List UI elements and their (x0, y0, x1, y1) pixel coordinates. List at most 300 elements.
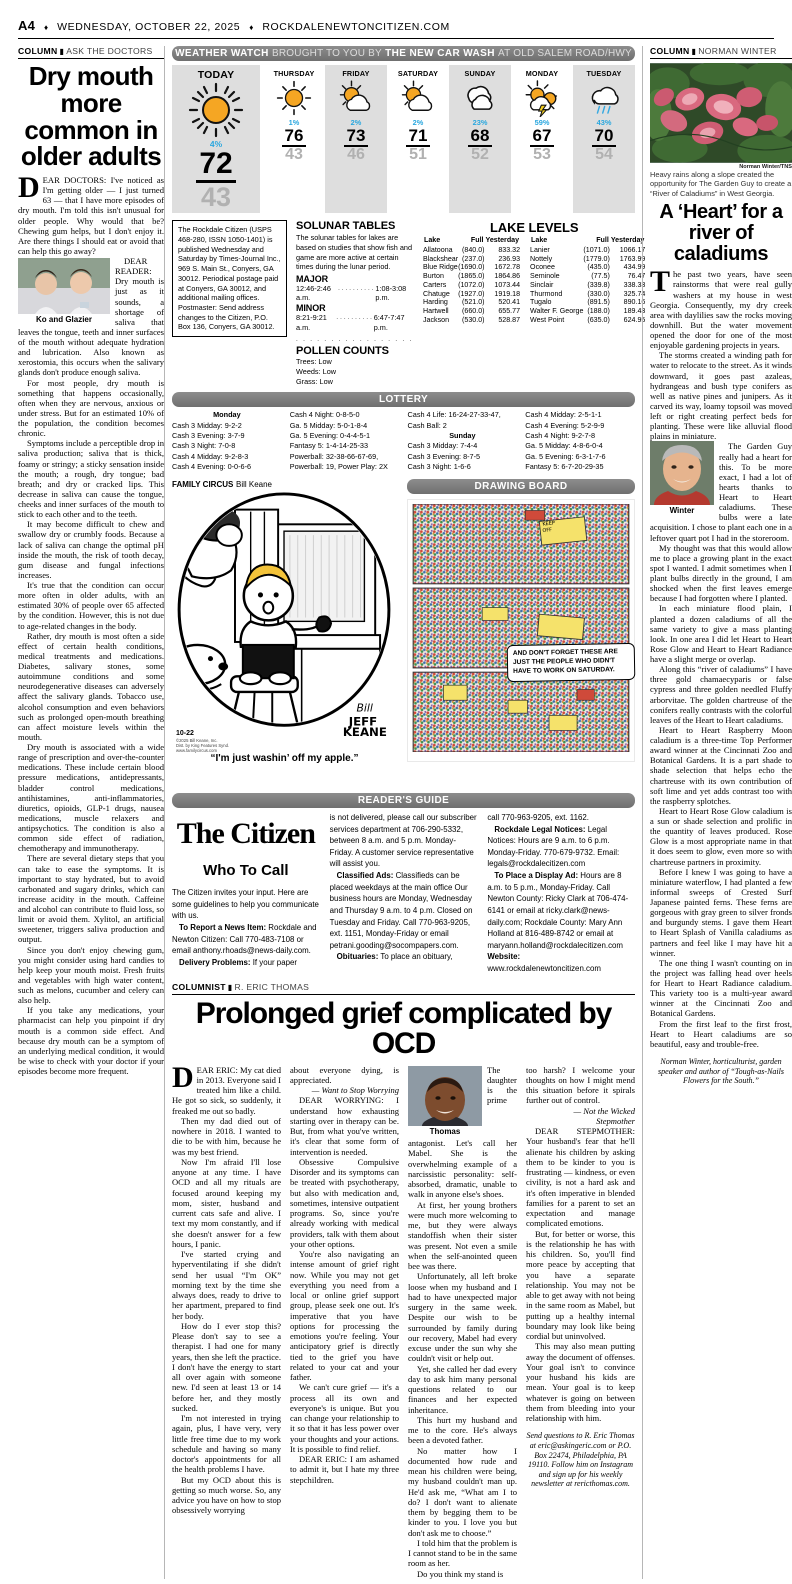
solunar-intro: The solunar tables for lakes are based on studies that show fish and game are more active at certain times during the lunar period. (296, 233, 413, 272)
column-center (164, 46, 646, 1579)
headline-dry-mouth: Dry mouth more common in older adults (20, 61, 162, 172)
weather-day-name: SATURDAY (397, 69, 439, 78)
lottery-row: Cash 3 Night: 1-6-6 (407, 462, 471, 472)
lake-name: Lanier (530, 245, 550, 254)
rg-text: Legal Notices: Hours are 9 a.m. to 6 p.m. Monday-Friday. 770-679-9732. Email: legals@rockdalecitizen.com (487, 824, 620, 869)
lottery-column-2 (290, 410, 400, 472)
lake-name: Chatuge (423, 289, 450, 298)
weather-day-saturday (387, 65, 449, 213)
lottery-row: Cash 4 Evening: 5-2-9-9 (525, 420, 605, 430)
lake-full: (530.0) (462, 315, 485, 324)
kicker-columnist: COLUMNIST ▮ R. ERIC THOMAS (172, 982, 635, 995)
article-paragraph: The one thing I wasn't counting on in the project was falling head over heels for Heart to Heart Radiance caladium. This variety too is a multi-year award winner at the Cincinnati Zoo and Botanical Gardens. (650, 957, 792, 1019)
lottery-row: Powerball: 32-38-66-67-69, (289, 451, 379, 461)
lake-levels-title: LAKE LEVELS (489, 220, 579, 236)
lake-yesterday: 76.47 (627, 272, 646, 281)
weather-pop: 43% (596, 118, 612, 127)
lottery-day-label: Monday (213, 410, 241, 420)
lottery-row: Fantasy 5: 1-4-14-25-33 (289, 441, 369, 451)
lottery-row: Cash 4 Midday: 9-2-8-3 (172, 451, 249, 461)
lake-yesterday: 434.99 (623, 263, 646, 272)
lake-full: (1865.0) (458, 272, 485, 281)
article-paragraph: My thought was that this would allow me to place a growing plant in the exact spot I wanted. I admit sometimes when I plant bulbs directly in the ground, I am shocked when the first leaves emerge because I had forgotten where I planted. (650, 542, 792, 604)
lake-name: Seminole (530, 272, 560, 281)
lake-levels-tables (423, 235, 645, 324)
lake-name: Jackson (423, 315, 450, 324)
table-row (423, 272, 520, 281)
rg-text: To place an obituary, (378, 952, 453, 962)
lake-full: (840.0) (462, 245, 485, 254)
lottery-row: Cash 4 Night: 9-2-7-8 (525, 430, 596, 440)
weather-day-name: MONDAY (525, 69, 559, 78)
lake-name: Tugalo (530, 298, 552, 307)
ocd-paragraph: Obsessive Compulsive Disorder and its symptoms can be treated with psychotherapy, but also with medication and, sometimes, intensive outpatient programs. So, since you're already working with medical providers, talk with them about your other options. (290, 1156, 399, 1249)
kicker-name: ASK THE DOCTORS (66, 46, 153, 56)
weather-pop: 23% (472, 118, 488, 127)
svg-text:KEANE: KEANE (342, 725, 387, 740)
lake-name: Harding (423, 298, 448, 307)
lake-yesterday: 520.41 (498, 298, 521, 307)
sun-icon (172, 81, 260, 139)
weather-banner-brand: THE NEW CAR WASH (385, 48, 495, 59)
rain-icon (573, 78, 635, 118)
publication-legal-text: The Rockdale Citizen (USPS 468-280, ISSN 1050-1401) is published Wednesday and Saturday by Times-Journal Inc., 969 S. Main St., Conyers, GA 30012. Periodical postage paid at Conyers, GA 30012, and additional mailing offices. Postmaster: Send address changes to the Citizen, P.O. Box 136, Conyers, GA 30012. (172, 220, 287, 337)
article-paragraph: Symptoms include a perceptible drop in saliva production; saliva that is thick, foamy or stringy; a sticky sensation inside the mouth; a rough, dry tongue; bad breath; and dry or cracked lips. This decrease in saliva can cause the tongue, cheeks and inner surfaces of the mouth to stick to each other and to the teeth. (18, 438, 164, 520)
weather-banner (172, 46, 635, 61)
table-row (530, 289, 645, 298)
lottery-row: Fantasy 5: 6-7-20-29-35 (525, 462, 604, 472)
sun-icon (263, 78, 325, 118)
lake-col-full: Full (596, 236, 609, 245)
table-row (530, 272, 645, 281)
lottery-column-3 (408, 410, 518, 472)
lake-full: (1927.0) (458, 289, 485, 298)
lake-yesterday: 890.16 (623, 298, 646, 307)
headline-prolonged-grief: Prolonged grief complicated by OCD (195, 996, 612, 1060)
table-row (530, 263, 645, 272)
drawing-board-speech-bubble (507, 644, 635, 681)
lake-yesterday: 1073.44 (494, 280, 521, 289)
caladium-photo-caption: Heavy rains along a slope created the opportunity for The Garden Guy to create a “River of Caladiums” in West Georgia. (650, 170, 792, 198)
weather-high: 72 (196, 149, 235, 183)
article-paragraph: Heart to Heart Raspberry Moon caladium is a three-time Top Performer award winner at the Cincinnati Zoo and Botanical Gardens. It is a part shade to shade selection that helps echo the chartreuse with its own contribution of soft lime and yet adds contrast too with the raspberry splotches. (650, 724, 792, 806)
publication-date: WEDNESDAY, OCTOBER 22, 2025 (57, 21, 241, 33)
lake-name: Allatoona (423, 245, 453, 254)
ocd-paragraph: No matter how I documented how rude and mean his children were being, my husband couldn't man up. He'd ask me, “What am I to do? I don't want to alienate them by begging them to be kinder to you. I love you but don't ask me to choose.” (408, 1445, 517, 1538)
comics-row (172, 479, 635, 789)
ocd-paragraph: But, for better or worse, this is the relationship he has with his children. So, you'll find more peace by accepting that you have a separate relationship. You may not be able to get away with not being in the same room as Mabel, but putting up a healthy internal boundary may look like being cordial but uninvolved. (526, 1228, 635, 1342)
lake-yesterday: 624.95 (623, 315, 646, 324)
family-circus-header (172, 479, 397, 490)
svg-text:OFF: OFF (542, 527, 553, 535)
family-circus-copyright: ©2025 Bill Keane, Inc. Dist. by King Features Synd. www.familycircus.com (176, 737, 230, 754)
table-row (530, 254, 645, 263)
rg-text: Classifieds can be placed weekdays at the main office Our business hours are Monday, Wednesday and Thursday 9 a.m. to 4 p.m. Closed on Tuesday and Friday. Call 770-963-9205, ext. 1151, Monday-Friday or email petrani.gooding@socompapers.com. (329, 871, 473, 950)
lottery-row: Cash 4 Life: 16-24-27-33-47, (407, 410, 501, 420)
ocd-paragraph: about everyone dying, is appreciated. (290, 1064, 399, 1085)
ocd-paragraph: This may also mean putting away the document of offenses. Your goal isn't to convince your husband his kids are mean. Your goal is to keep whatever is going on between them from bleeding into your relationship with him. (526, 1341, 635, 1424)
table-row (530, 280, 645, 289)
weather-day-friday (325, 65, 387, 213)
weather-banner-lead: WEATHER WATCH (175, 48, 269, 59)
thomas-photo-art (408, 1066, 482, 1126)
ocd-paragraph: But my OCD about this is getting so much worse. So, any advice you have on how to stop obsessively worrying (172, 1474, 281, 1516)
lake-name: Sinclair (530, 280, 554, 289)
weather-banner-tail: AT OLD SALEM ROAD/HWY (498, 48, 632, 59)
lake-full: (77.5) (591, 272, 610, 281)
table-row (423, 289, 520, 298)
lottery-row: Cash Ball: 2 (407, 420, 447, 430)
drawing-board-caption: AND DON'T FORGET THESE ARE JUST THE PEOPLE WHO DIDN'T HAVE TO WORK ON SATURDAY. (507, 643, 635, 682)
page-folio: A4 (18, 18, 36, 33)
ocd-col-4 (526, 1065, 635, 1579)
ocd-paragraph: I told him that the problem is I cannot stand to be in the same room as her. (408, 1537, 517, 1569)
dotted-divider: . . . . . . . . . . . . . . . . . (296, 335, 414, 344)
ocd-paragraph: I've started crying and hyperventilating if she didn't send her usual “I'm OK” morning text by the time she always does, ready to drive to her apartment, prepared to find her body. (172, 1249, 281, 1321)
lake-full: (1071.0) (583, 245, 610, 254)
weather-day-name: TODAY (197, 69, 235, 81)
lake-yesterday: 1672.78 (494, 263, 521, 272)
lake-full: (891.5) (587, 298, 610, 307)
lottery-column-1 (172, 410, 282, 472)
rg-lead: Rockdale Legal Notices: (494, 824, 586, 834)
readers-guide-banner (172, 793, 635, 808)
article-paragraph: If you take any medications, your pharmacist can help you pinpoint if dry mouth is a common side effect. And because dry mouth can be a symptom of an underlying medical condition, it would be wise to check with your doctor if your episodes become more frequent. (18, 1005, 164, 1077)
lottery-row: Ga. 5 Midday: 4-8-6-0-4 (525, 441, 603, 451)
solunar-minor-2: 6:47-7:47 p.m. (373, 313, 405, 332)
kicker-ask-the-doctors: COLUMN ▮ ASK THE DOCTORS (18, 46, 164, 59)
article-paragraph: Rather, dry mouth is most often a side effect of certain health conditions, medical treatments and medications. Diabetes, salivary stones, some autoimmune conditions and some neurodegenerative diseases can adversely affect the salivary glands. Tobacco use, alcohol consumption and even behaviors such as prolonged open-mouth breathing can affect moisture levels within the mouth. (18, 630, 164, 742)
ocd-signoff-stepmother: — Not the Wicked Stepmother (573, 1105, 635, 1126)
weather-high: 73 (344, 127, 369, 147)
table-row (423, 245, 520, 254)
kicker-label: COLUMNIST (172, 981, 226, 992)
lake-full: (330.0) (587, 289, 610, 298)
drawing-board-block (407, 479, 635, 789)
rg-lead: Classified Ads: (336, 871, 394, 881)
solunar-major-2: 1:08-3:08 p.m. (375, 283, 407, 303)
weather-low: 43 (285, 146, 303, 163)
kicker-label: COLUMN (18, 46, 58, 56)
weather-low: 51 (409, 146, 427, 163)
readers-guide-col-1 (172, 812, 320, 975)
weather-high: 67 (530, 127, 555, 147)
rg-lead: To Place a Display Ad: (494, 871, 579, 881)
weather-low: 53 (533, 146, 551, 163)
rg-text: Hours are 8 a.m. to 5 p.m., Monday-Friday. Call Newton County: Ricky Clark at 706-474-6141 or email at ricky.clark@news-daily.com; Rockdale County: Mary Ann Holland at 816-489-8742 or email at maryann.holland@rockdalecitizen.com (487, 871, 629, 950)
solunar-major-1: 12:46-2:46 a.m. (296, 283, 331, 303)
kicker-name: R. ERIC THOMAS (234, 981, 310, 992)
weather-low: 46 (347, 146, 365, 163)
diamond-icon-2: ♦ (249, 23, 254, 32)
legal-notice-block (172, 220, 287, 386)
weather-forecast-days (263, 65, 635, 213)
rg-paragraph: The Citizen invites your input. Here are some guidelines to help you communicate with us. (172, 888, 319, 921)
lake-name: Carters (423, 280, 447, 289)
table-row (530, 316, 645, 325)
ocd-article-columns (172, 1060, 635, 1579)
winter-mug-caption: Winter (669, 506, 695, 516)
pollen-title: POLLEN COUNTS (296, 345, 389, 358)
lottery-row: Cash 4 Midday: 2-5-1-1 (525, 410, 602, 420)
solunar-major-times (296, 284, 414, 303)
lake-full: (635.0) (587, 315, 610, 324)
family-circus-panel (172, 490, 397, 753)
rg-text: Rockdale and Newton Citizen: Call 770-483-7108 or email anthony.rhoads@news-daily.com. (172, 923, 317, 956)
rg-lead: Website: (487, 952, 521, 962)
lake-rows-right (530, 245, 645, 324)
table-row (530, 245, 645, 254)
ocd-col-1 (172, 1060, 281, 1579)
drawing-board-label: DRAWING BOARD (474, 481, 568, 493)
lake-yesterday: 833.32 (498, 245, 521, 254)
ocd-paragraph: We can't cure grief — it's a process all its own and everyone's is unique. But you can change your relationship to it so that it has less power over your thoughts and your actions. It is possible to find relief. (290, 1382, 399, 1454)
lake-col-full: Full (470, 236, 484, 245)
ocd-col-3 (408, 1065, 517, 1579)
article-paragraph: Along this “river of caladiums” I have three gold chamaecyparis or false cypress and three golden needled Fluffy arborvitae. The golden chartreuse of the conifers really contrasts with the colorful leaves of the Heart to Heart caladiums. (650, 664, 792, 725)
weather-day-sunday (449, 65, 511, 213)
article-paragraph: For most people, dry mouth is something that happens occasionally, often when they are nervous, anxious or under stress. But for an estimated 10% of the population, the condition becomes chronic. (18, 377, 164, 439)
who-to-call-subhead: Who To Call (203, 862, 289, 880)
lake-yesterday: 655.77 (498, 307, 521, 316)
weather-pop: 59% (534, 118, 550, 127)
lottery-columns (172, 410, 635, 472)
masthead (18, 18, 774, 38)
family-circus-block (172, 479, 397, 789)
ocd-signoff-worrying: — Want to Stop Worrying (311, 1085, 399, 1096)
lake-name: Nottely (530, 254, 553, 263)
solunar-title: SOLUNAR TABLES (296, 220, 396, 233)
lake-full: (188.0) (587, 307, 610, 316)
lake-table-right (530, 235, 645, 324)
column-left (18, 46, 164, 1579)
kicker-label: COLUMN (650, 46, 690, 56)
weather-pop: 2% (412, 118, 424, 127)
pollen-grass: Grass: Low (296, 376, 333, 386)
article-paragraph: DEAR DOCTORS: I've noticed as I'm getting older — I just turned 63 — that I have more episodes of dry mouth. I'm told this isn't unusual for older people. Why would that be? Chewing gum helps, but I don't enjoy it. Are there things I should eat or avoid that can help this go away? (18, 171, 164, 256)
lake-name: Walter F. George (530, 307, 584, 316)
lake-yesterday: 325.74 (623, 289, 646, 298)
table-row (530, 307, 645, 316)
table-row (423, 316, 520, 325)
ocd-paragraph: Yet, she called her dad every day to ask him many personal questions related to our finances and her expected inheritance. (408, 1363, 517, 1415)
lake-full: (521.0) (462, 298, 485, 307)
ocd-paragraph: At first, her young brothers were much more welcoming to me, but they were always standoffish when their sister was present. Not even a smile when the self-anointed queen bee was there. (408, 1199, 517, 1272)
lottery-row: Cash 3 Evening: 3-7-9 (172, 430, 245, 440)
rg-text: If your paper (250, 957, 297, 967)
article-paragraph: Dry mouth is associated with a wide range of prescription and over-the-counter medications. These include certain blood pressure medications, antidepressants, bladder control medications, antihistamines, anti-inflammatories, diuretics, opioids, GLP-1 drugs, nausea medications, muscle relaxers and antipsychotics. The condition is also a common side effect of radiation, chemotherapy and immunotherapy. (18, 742, 164, 854)
winter-mug-art (650, 441, 714, 505)
ocd-paragraph: Unfortunately, all left broke loose when my husband and I had to have unexpected major surgery in the same week. Despite our wish to be surrounded by family during our recovery, Mabel had every excuse under the sun why she couldn't visit or help out. (408, 1271, 517, 1364)
lottery-row: Powerball: 19, Power Play: 2X (289, 462, 388, 472)
lake-col-yesterday: Yesterday (610, 236, 645, 245)
rg-lead: Delivery Problems: (179, 957, 251, 967)
lake-name: Hartwell (423, 307, 449, 316)
ocd-paragraph: Now I'm afraid I'll lose anyone at any time. I have OCD and all my rituals are focused around keeping my mom, sister, husband and current cats safe and alive. I text my mom constantly, and if she doesn't answer for a few hours, I panic. (172, 1156, 281, 1249)
thomas-photo-caption: Thomas (429, 1126, 461, 1136)
lottery-row: Cash 3 Midday: 9-2-2 (172, 420, 242, 430)
weather-low: 43 (200, 182, 232, 212)
lake-full: (1072.0) (458, 280, 485, 289)
rg-paragraph: is not delivered, please call our subscriber services department at 706-290-5332, between 8 a.m. and 5 p.m. Monday-Friday. A customer service representative will assist you. (329, 813, 477, 869)
readers-guide-columns (172, 812, 635, 975)
table-row (423, 298, 520, 307)
solunar-block (296, 220, 414, 386)
weather-pop: 4% (209, 139, 223, 149)
lake-col-lake: Lake (424, 236, 441, 245)
lake-col-yesterday: Yesterday (485, 236, 520, 245)
drawing-board-art (412, 504, 630, 752)
ask-doctors-body (18, 171, 164, 1077)
lake-yesterday: 528.87 (498, 315, 521, 324)
website-url: ROCKDALENEWTONCITIZEN.COM (262, 21, 450, 33)
lottery-banner-label: LOTTERY (378, 394, 429, 406)
article-paragraph: The storms created a winding path for water to relocate to the street. As it winds downward, it goes past azaleas, hydrangeas and bush type conifers as well as native pines and junipers. As it carved its way, loamy topsoil was moved left or right creating perfect beds for planting. These were like alluvial flood plains in miniature. (650, 350, 792, 442)
article-paragraph: DEAR READER: Dry mouth is just as it sounds, a shortage of saliva that leaves the tongue, teeth and inner surfaces of the mouth without adequate hydration and lubrication. Also known as xerostomia, this occurs when the salivary glands don't produce enough saliva. (18, 256, 164, 378)
winter-signoff: Norman Winter, horticulturist, garden speaker and author of “Tough-as-Nails Flowers for the South.” (658, 1056, 784, 1086)
weather-strip (172, 65, 635, 213)
lottery-row: Cash 4 Evening: 0-0-6-6 (172, 462, 252, 472)
kicker-name: NORMAN WINTER (698, 46, 777, 56)
doctors-photo (18, 258, 110, 314)
table-row (423, 280, 520, 289)
rg-lead: Obituaries: (336, 952, 379, 962)
doctors-photo-caption: Ko and Glazier (35, 315, 92, 325)
table-row (423, 263, 520, 272)
pollen-trees: Trees: Low (296, 357, 332, 367)
family-circus-title: FAMILY CIRCUS (172, 480, 234, 490)
lake-yesterday: 338.33 (623, 280, 646, 289)
weather-day-name: SUNDAY (464, 69, 496, 78)
ocd-paragraph: DEAR ERIC: I am ashamed to admit it, but I hate my three stepchildren. (290, 1454, 399, 1485)
table-row (530, 298, 645, 307)
caladiums-body (650, 265, 792, 1086)
lake-yesterday: 1066.17 (619, 245, 646, 254)
article-paragraph: There are several dietary steps that you can take to ease the symptoms. It is important to stay hydrated, but to avoid carbonated and sugary drinks, which can increase acidity in the mouth. Caffeine and alcohol can contribute to fluid loss, so limit or avoid them. Xylitol, an artificial sweetener, triggers saliva production and output. (18, 853, 164, 945)
article-paragraph: The Garden Guy really had a heart for this. To be more exact, I had a lot of hearts thanks to Heart to Heart caladiums. These bulbs were a late acquisition. I chose to plant each one in a leftover quart pot I had in the storeroom. (650, 441, 792, 543)
article-paragraph: The past two years, have seen rainstorms that were real gully washers at my house in west Georgia. Consequently, my dry creek area with daylilies saw the rocks moving downhill. But the water movement opened the door for one of the most enjoyable gardening projects in years. (650, 265, 792, 351)
lake-name: Burton (423, 272, 444, 281)
ocd-paragraph: Do you think my stand is (417, 1568, 504, 1579)
table-row (423, 254, 520, 263)
lottery-row: Cash 3 Evening: 8-7-5 (407, 451, 481, 461)
caladium-photo-art (650, 63, 792, 163)
family-circus-caption: “I'm just washin’ off my apple.” (210, 753, 359, 765)
sun-cloud-icon (387, 78, 449, 118)
article-paragraph: Before I knew I was going to have a miniature waterflow, I had planted a few informal sweeps of Crested Surf Japanese painted ferns. These ferns are gorgeous with gray green to silver fronds and burgundy stems. I gave them Heart to Heart Splash of Vanilla caladiums as partners and feel like I may have hit a winner. (650, 866, 792, 958)
pollen-weeds: Weeds: Low (296, 366, 337, 376)
lottery-day-label: Sunday (449, 430, 476, 440)
lake-name: Oconee (530, 263, 555, 272)
ocd-paragraph: I'm not interested in trying again, plus, I have very, very little free time due to my work schedule and having so many doctor's appointments for all the health problems I have. (172, 1413, 281, 1475)
weather-low: 54 (595, 146, 613, 163)
lake-table-left (423, 235, 520, 324)
rg-text: www.rockdalenewtoncitizen.com (487, 963, 601, 973)
caladium-photo (650, 63, 792, 163)
sun-cloud-icon (325, 78, 387, 118)
lake-full: (237.0) (462, 254, 485, 263)
weather-day-monday (511, 65, 573, 213)
weather-day-name: TUESDAY (586, 69, 622, 78)
drawing-board-banner (407, 479, 635, 494)
diamond-icon: ♦ (44, 23, 49, 32)
winter-mug-photo (650, 441, 714, 505)
lake-levels-block (423, 220, 645, 386)
readers-guide-label: READER'S GUIDE (357, 795, 450, 807)
lake-name: West Point (530, 315, 565, 324)
solunar-major-label: MAJOR (296, 273, 329, 284)
readers-guide-col-3 (487, 812, 635, 975)
readers-guide-col-2 (330, 812, 478, 975)
lottery-row: Cash 3 Midday: 7-4-4 (407, 441, 478, 451)
solunar-minor-times (296, 313, 414, 332)
weather-high: 70 (592, 127, 617, 147)
ocd-paragraph: This hurt my husband and me to the core. He's always been a devoted father. (408, 1414, 517, 1446)
headline-caladiums: A ‘Heart’ for a river of caladiums (659, 200, 783, 266)
article-paragraph: It's true that the condition can occur more often in older adults, with an estimated 30% of people over 65 affected by the condition. However, this is not due to age-related changes in the body. (18, 580, 164, 631)
kicker-norman-winter: COLUMN ▮ NORMAN WINTER (650, 46, 792, 59)
ocd-paragraph: Then my dad died out of nowhere in 2018. I wanted to die to be with him, because he was my best friend. (172, 1115, 281, 1157)
lake-full: (1690.0) (458, 263, 485, 272)
ocd-paragraph: DEAR ERIC: My cat died in 2013. Everyone said I treated him like a child. He got so sick, so suddenly, it freaked me out so badly. (172, 1060, 281, 1116)
lake-full: (660.0) (462, 307, 485, 316)
lake-name: Blue Ridge (423, 263, 458, 272)
article-paragraph: Heart to Heart Rose Glow caladium is a sun or shade selection and prolific in the quantity of leaves produced. Rose Glow is a most appropriate name in that it does seem to glow, even more so with chartreuse partners in proximity. (650, 805, 792, 867)
article-paragraph: Since you don't enjoy chewing gum, you might consider using hard candies to help keep your mouth moist. Fresh fruits and vegetables with high water content, such as melons, cucumber and celery can also help. (18, 944, 164, 1006)
lottery-row: Cash 4 Night: 0-8-5-0 (289, 410, 360, 420)
weather-day-name: FRIDAY (342, 69, 370, 78)
page-columns (18, 46, 792, 1579)
rg-paragraph: call 770-963-9205, ext. 1162. (487, 813, 589, 823)
drawing-board-panel (407, 499, 635, 762)
weather-pop: 2% (350, 118, 362, 127)
lottery-column-4 (525, 410, 635, 472)
lake-yesterday: 1864.86 (494, 272, 521, 281)
weather-day-thursday (263, 65, 325, 213)
rg-lead: To Report a News Item: (179, 923, 267, 933)
ocd-paragraph: DEAR STEPMOTHER: Your husband's fear that he'll alienate his children by asking them to be kinder to you is frustrating — kindness, or even civility, is not a hard ask and it's often imperative in blended families for a parent to set an expectation and manage complicated emotions. (526, 1126, 635, 1229)
weather-today (172, 65, 260, 213)
lake-full: (339.8) (587, 280, 610, 289)
solunar-minor-1: 8:21-9:21 a.m. (296, 313, 327, 332)
masthead-rule (18, 38, 774, 39)
lake-col-lake: Lake (531, 236, 548, 245)
weather-high: 71 (406, 127, 431, 147)
weather-high: 76 (282, 127, 307, 147)
lottery-row: Cash 3 Night: 7-0-8 (172, 441, 236, 451)
lake-yesterday: 236.93 (498, 254, 521, 263)
article-paragraph: It may become difficult to chew and swallow dry or crumbly foods. Because a lack of saliva can change the optimal pH inside the mouth, the risk of tooth decay, gum disease and fungal infections increases. (18, 519, 164, 580)
article-paragraph: In each miniature flood plain, I planted a dozen caladiums of all the same variety to give a mass planting look. In one area I did let Heart to Heart Rose Glow and Heart to Heart Radiance have a slight merge or overlap. (650, 603, 792, 665)
cloud-icon (449, 78, 511, 118)
caladium-photo-credit: Norman Winter/TNS (739, 164, 792, 170)
weather-high: 68 (468, 127, 493, 147)
lake-yesterday: 189.43 (623, 307, 646, 316)
family-circus-author: Bill Keane (235, 480, 273, 490)
ocd-paragraph: You're also navigating an intense amount of grief right now. While you may not get everything you need from a local or online grief support group, please seek one out. It's imperative that you have options for processing the emotions you're feeling. Your anticipatory grief is directly tied to the grief you have related to your cat and your father. (290, 1249, 399, 1383)
svg-text:Bill: Bill (356, 701, 373, 715)
lake-name: Thurmond (530, 289, 563, 298)
column-right (642, 46, 792, 1579)
family-circus-date: 10-22 (176, 730, 194, 738)
lake-full: (1779.0) (583, 254, 610, 263)
lake-yesterday: 1919.18 (494, 289, 521, 298)
ocd-paragraph: How do I ever stop this? Please don't say to see a therapist. I had one for many years, then she left the practice. I don't have the energy to start all over again with someone new. I'd seen at least 13 or 14 before her, and they mostly sucked. (172, 1320, 281, 1413)
weather-pop: 1% (288, 118, 300, 127)
solunar-minor-label: MINOR (296, 303, 326, 314)
dot-leader: .......... (336, 314, 374, 322)
table-row (423, 307, 520, 316)
